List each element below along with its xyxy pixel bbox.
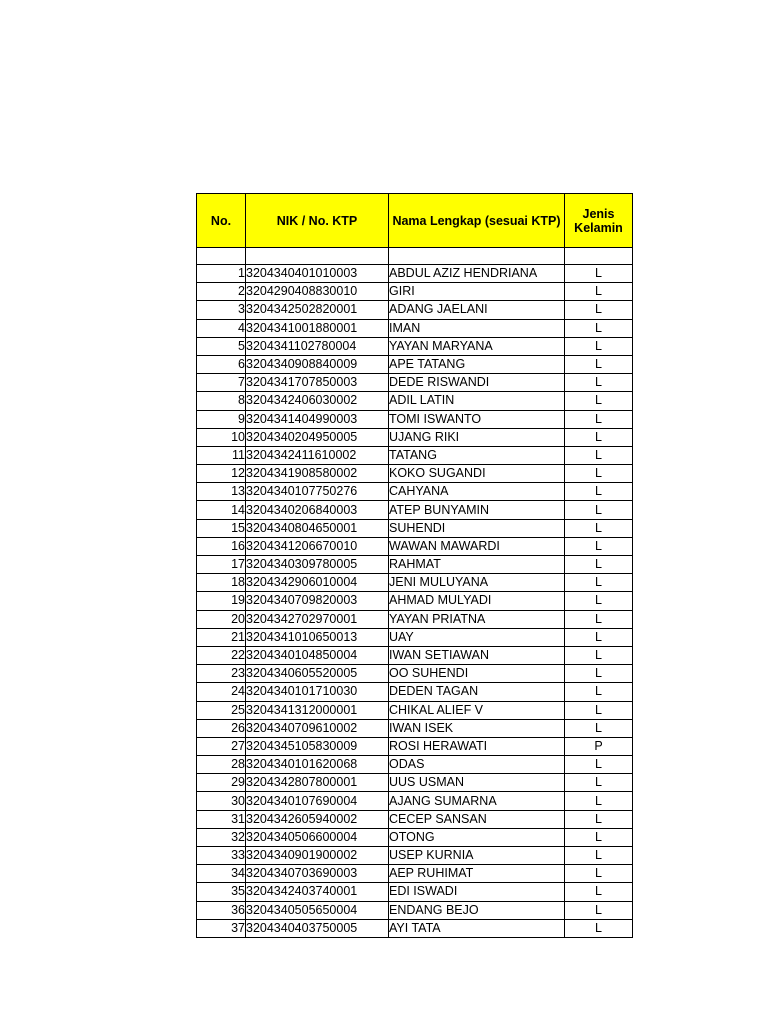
cell-no[interactable]: 12 (197, 465, 246, 483)
cell-name[interactable]: KOKO SUGANDI (389, 465, 565, 483)
cell-gender[interactable]: L (565, 392, 633, 410)
cell-no[interactable]: 26 (197, 719, 246, 737)
cell-no[interactable]: 17 (197, 556, 246, 574)
cell-name[interactable]: YAYAN MARYANA (389, 337, 565, 355)
table-row (197, 446, 633, 464)
cell-name[interactable]: TOMI ISWANTO (389, 410, 565, 428)
cell-no[interactable]: 8 (197, 392, 246, 410)
table-row (197, 574, 633, 592)
table-row (197, 374, 633, 392)
table-row (197, 556, 633, 574)
cell-name[interactable]: OTONG (389, 828, 565, 846)
table-row (197, 428, 633, 446)
cell-name[interactable]: IWAN SETIAWAN (389, 646, 565, 664)
cell-nik[interactable]: 3204340506600004 (246, 828, 389, 846)
cell-name[interactable]: IMAN (389, 319, 565, 337)
cell-name[interactable]: ADANG JAELANI (389, 301, 565, 319)
cell-no[interactable]: 3 (197, 301, 246, 319)
table-row (197, 337, 633, 355)
table-row (197, 537, 633, 555)
cell-nik[interactable]: 3204342605940002 (246, 810, 389, 828)
cell-name[interactable]: APE TATANG (389, 355, 565, 373)
table-row (197, 283, 633, 301)
table-row (197, 919, 633, 937)
spacer-cell[interactable] (197, 248, 246, 265)
table-row (197, 465, 633, 483)
cell-no[interactable]: 31 (197, 810, 246, 828)
cell-no[interactable]: 32 (197, 828, 246, 846)
cell-no[interactable]: 28 (197, 756, 246, 774)
cell-gender[interactable]: L (565, 719, 633, 737)
table-row (197, 901, 633, 919)
table-row (197, 828, 633, 846)
cell-gender[interactable]: L (565, 810, 633, 828)
cell-no[interactable]: 34 (197, 865, 246, 883)
cell-nik[interactable]: 3204341908580002 (246, 465, 389, 483)
cell-gender[interactable]: L (565, 847, 633, 865)
cell-no[interactable]: 22 (197, 646, 246, 664)
cell-nik[interactable]: 3204341102780004 (246, 337, 389, 355)
cell-gender[interactable]: L (565, 265, 633, 283)
cell-gender[interactable]: L (565, 374, 633, 392)
cell-no[interactable]: 35 (197, 883, 246, 901)
cell-gender[interactable]: L (565, 646, 633, 664)
table-row (197, 719, 633, 737)
spacer-row (197, 248, 633, 265)
cell-name[interactable]: CHIKAL ALIEF V (389, 701, 565, 719)
cell-nik[interactable]: 3204341707850003 (246, 374, 389, 392)
cell-name[interactable]: AYI TATA (389, 919, 565, 937)
cell-name[interactable]: GIRI (389, 283, 565, 301)
cell-no[interactable]: 36 (197, 901, 246, 919)
cell-nik[interactable]: 3204341001880001 (246, 319, 389, 337)
cell-gender[interactable]: L (565, 665, 633, 683)
header-no[interactable]: No. (197, 194, 246, 248)
cell-gender[interactable]: L (565, 628, 633, 646)
cell-name[interactable]: ABDUL AZIZ HENDRIANA (389, 265, 565, 283)
table-row (197, 319, 633, 337)
cell-nik[interactable]: 3204290408830010 (246, 283, 389, 301)
table-row (197, 683, 633, 701)
cell-gender[interactable]: L (565, 865, 633, 883)
cell-name[interactable]: ODAS (389, 756, 565, 774)
cell-gender[interactable]: L (565, 610, 633, 628)
cell-nik[interactable]: 3204340107690004 (246, 792, 389, 810)
cell-gender[interactable]: L (565, 901, 633, 919)
cell-nik[interactable]: 3204340505650004 (246, 901, 389, 919)
cell-no[interactable]: 30 (197, 792, 246, 810)
cell-name[interactable]: UAY (389, 628, 565, 646)
table-row (197, 265, 633, 283)
cell-nik[interactable]: 3204340204950005 (246, 428, 389, 446)
table-row (197, 701, 633, 719)
cell-gender[interactable]: L (565, 501, 633, 519)
header-name[interactable]: Nama Lengkap (sesuai KTP) (389, 194, 565, 248)
cell-no[interactable]: 15 (197, 519, 246, 537)
table-row (197, 792, 633, 810)
cell-name[interactable]: UUS USMAN (389, 774, 565, 792)
cell-gender[interactable]: L (565, 774, 633, 792)
table-row (197, 665, 633, 683)
cell-name[interactable]: EDI ISWADI (389, 883, 565, 901)
header-gender[interactable]: Jenis Kelamin (565, 194, 633, 248)
cell-gender[interactable]: L (565, 446, 633, 464)
cell-no[interactable]: 10 (197, 428, 246, 446)
cell-nik[interactable]: 3204340709610002 (246, 719, 389, 737)
cell-nik[interactable]: 3204340101620068 (246, 756, 389, 774)
cell-no[interactable]: 7 (197, 374, 246, 392)
cell-no[interactable]: 6 (197, 355, 246, 373)
cell-name[interactable]: ENDANG BEJO (389, 901, 565, 919)
cell-nik[interactable]: 3204340605520005 (246, 665, 389, 683)
cell-gender[interactable]: L (565, 465, 633, 483)
cell-no[interactable]: 13 (197, 483, 246, 501)
cell-gender[interactable]: L (565, 483, 633, 501)
cell-name[interactable]: DEDEN TAGAN (389, 683, 565, 701)
table-row (197, 355, 633, 373)
cell-nik[interactable]: 3204340206840003 (246, 501, 389, 519)
table-row (197, 737, 633, 755)
cell-nik[interactable]: 3204342807800001 (246, 774, 389, 792)
table-body (197, 265, 633, 938)
cell-gender[interactable]: L (565, 683, 633, 701)
cell-no[interactable]: 29 (197, 774, 246, 792)
cell-nik[interactable]: 3204340709820003 (246, 592, 389, 610)
cell-name[interactable]: IWAN ISEK (389, 719, 565, 737)
cell-gender[interactable]: L (565, 337, 633, 355)
table-row (197, 501, 633, 519)
cell-nik[interactable]: 3204340309780005 (246, 556, 389, 574)
cell-gender[interactable]: L (565, 537, 633, 555)
cell-nik[interactable]: 3204345105830009 (246, 737, 389, 755)
cell-name[interactable]: ATEP BUNYAMIN (389, 501, 565, 519)
table-row (197, 883, 633, 901)
cell-name[interactable]: USEP KURNIA (389, 847, 565, 865)
cell-name[interactable]: CECEP SANSAN (389, 810, 565, 828)
cell-gender[interactable]: L (565, 828, 633, 846)
table-row (197, 646, 633, 664)
cell-nik[interactable]: 3204342406030002 (246, 392, 389, 410)
cell-nik[interactable]: 3204340908840009 (246, 355, 389, 373)
cell-no[interactable]: 19 (197, 592, 246, 610)
spacer-cell[interactable] (389, 248, 565, 265)
cell-nik[interactable]: 3204340104850004 (246, 646, 389, 664)
cell-nik[interactable]: 3204340403750005 (246, 919, 389, 937)
cell-no[interactable]: 27 (197, 737, 246, 755)
cell-nik[interactable]: 3204341010650013 (246, 628, 389, 646)
spacer-cell[interactable] (246, 248, 389, 265)
cell-name[interactable]: WAWAN MAWARDI (389, 537, 565, 555)
cell-gender[interactable]: L (565, 519, 633, 537)
cell-name[interactable]: AEP RUHIMAT (389, 865, 565, 883)
table-row (197, 628, 633, 646)
cell-no[interactable]: 9 (197, 410, 246, 428)
cell-name[interactable]: RAHMAT (389, 556, 565, 574)
cell-no[interactable]: 2 (197, 283, 246, 301)
cell-no[interactable]: 33 (197, 847, 246, 865)
table-row (197, 810, 633, 828)
cell-gender[interactable]: P (565, 737, 633, 755)
cell-nik[interactable]: 3204341312000001 (246, 701, 389, 719)
cell-gender[interactable]: L (565, 756, 633, 774)
cell-name[interactable]: YAYAN PRIATNA (389, 610, 565, 628)
cell-gender[interactable]: L (565, 301, 633, 319)
cell-name[interactable]: TATANG (389, 446, 565, 464)
cell-no[interactable]: 11 (197, 446, 246, 464)
table-row (197, 483, 633, 501)
cell-name[interactable]: UJANG RIKI (389, 428, 565, 446)
cell-no[interactable]: 20 (197, 610, 246, 628)
cell-nik[interactable]: 3204340107750276 (246, 483, 389, 501)
spreadsheet-sheet (196, 193, 633, 938)
cell-name[interactable]: CAHYANA (389, 483, 565, 501)
cell-no[interactable]: 37 (197, 919, 246, 937)
cell-name[interactable]: OO SUHENDI (389, 665, 565, 683)
cell-no[interactable]: 16 (197, 537, 246, 555)
cell-nik[interactable]: 3204340901900002 (246, 847, 389, 865)
table-row (197, 392, 633, 410)
cell-no[interactable]: 25 (197, 701, 246, 719)
cell-nik[interactable]: 3204342702970001 (246, 610, 389, 628)
cell-gender[interactable]: L (565, 319, 633, 337)
table-row (197, 301, 633, 319)
cell-gender[interactable]: L (565, 574, 633, 592)
cell-gender[interactable]: L (565, 792, 633, 810)
table-row (197, 774, 633, 792)
table-row (197, 410, 633, 428)
cell-nik[interactable]: 3204342906010004 (246, 574, 389, 592)
cell-gender[interactable]: L (565, 592, 633, 610)
cell-no[interactable]: 5 (197, 337, 246, 355)
header-nik[interactable]: NIK / No. KTP (246, 194, 389, 248)
cell-nik[interactable]: 3204340401010003 (246, 265, 389, 283)
table-row (197, 519, 633, 537)
cell-nik[interactable]: 3204342502820001 (246, 301, 389, 319)
cell-name[interactable]: AJANG SUMARNA (389, 792, 565, 810)
cell-gender[interactable]: L (565, 883, 633, 901)
cell-name[interactable]: ADIL LATIN (389, 392, 565, 410)
cell-no[interactable]: 1 (197, 265, 246, 283)
cell-nik[interactable]: 3204341206670010 (246, 537, 389, 555)
header-row (197, 194, 633, 248)
cell-name[interactable]: JENI MULUYANA (389, 574, 565, 592)
cell-gender[interactable]: L (565, 410, 633, 428)
table-row (197, 592, 633, 610)
data-table (196, 193, 633, 938)
cell-no[interactable]: 14 (197, 501, 246, 519)
spacer-cell[interactable] (565, 248, 633, 265)
cell-name[interactable]: SUHENDI (389, 519, 565, 537)
cell-no[interactable]: 23 (197, 665, 246, 683)
cell-nik[interactable]: 3204340804650001 (246, 519, 389, 537)
cell-no[interactable]: 21 (197, 628, 246, 646)
cell-gender[interactable]: L (565, 919, 633, 937)
cell-gender[interactable]: L (565, 556, 633, 574)
cell-gender[interactable]: L (565, 355, 633, 373)
cell-no[interactable]: 4 (197, 319, 246, 337)
cell-name[interactable]: AHMAD MULYADI (389, 592, 565, 610)
cell-gender[interactable]: L (565, 428, 633, 446)
cell-nik[interactable]: 3204342403740001 (246, 883, 389, 901)
cell-no[interactable]: 18 (197, 574, 246, 592)
cell-nik[interactable]: 3204342411610002 (246, 446, 389, 464)
cell-gender[interactable]: L (565, 283, 633, 301)
table-row (197, 756, 633, 774)
table-row (197, 847, 633, 865)
cell-name[interactable]: DEDE RISWANDI (389, 374, 565, 392)
cell-nik[interactable]: 3204341404990003 (246, 410, 389, 428)
cell-gender[interactable]: L (565, 701, 633, 719)
table-row (197, 865, 633, 883)
cell-name[interactable]: ROSI HERAWATI (389, 737, 565, 755)
cell-no[interactable]: 24 (197, 683, 246, 701)
table-row (197, 610, 633, 628)
cell-nik[interactable]: 3204340101710030 (246, 683, 389, 701)
cell-nik[interactable]: 3204340703690003 (246, 865, 389, 883)
